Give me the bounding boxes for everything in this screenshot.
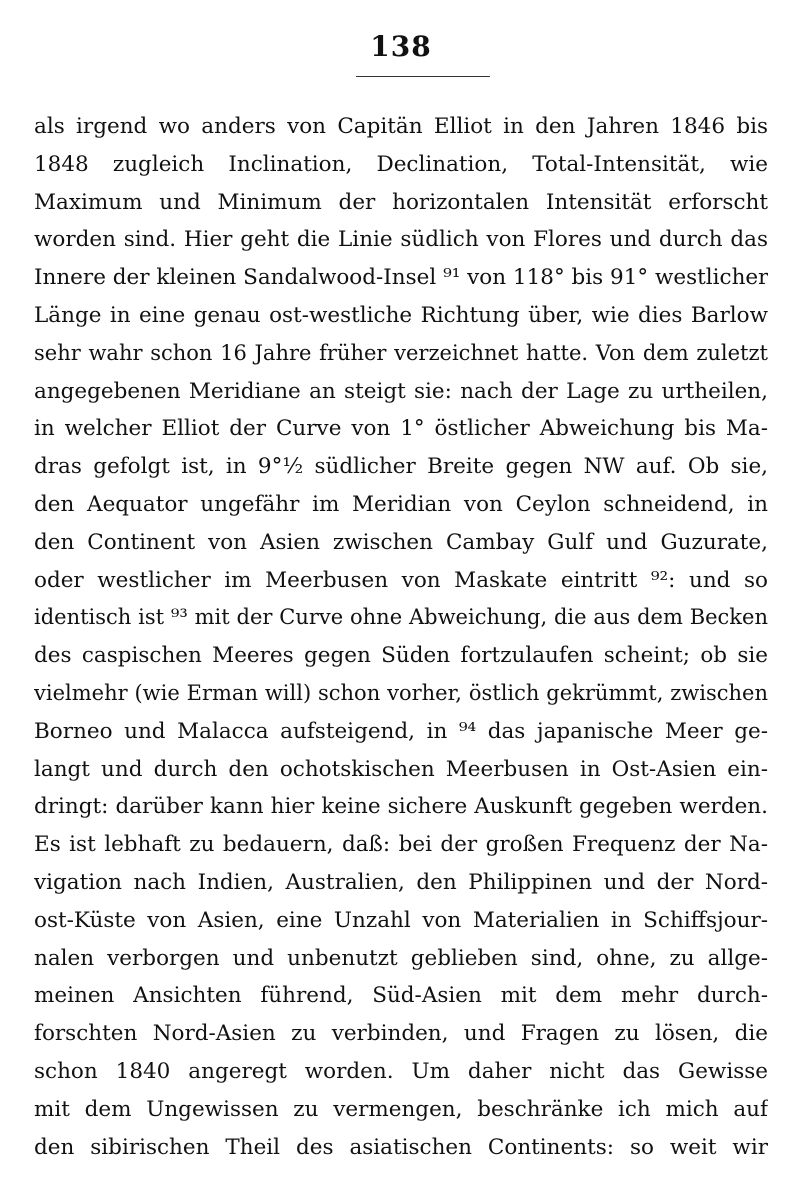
- text-line: den sibirischen Theil des asiatischen Continents: so weit wir: [34, 1134, 768, 1160]
- text-line: Es ist lebhaft zu bedauern, daß: bei der großen Frequenz der Na-: [34, 832, 768, 858]
- text-line: meinen Ansichten führend, Süd-Asien mit dem mehr durch-: [34, 983, 768, 1009]
- text-line: angegebenen Meridiane an steigt sie: nach der Lage zu urtheilen,: [34, 378, 768, 404]
- text-line: den Aequator ungefähr im Meridian von Ceylon schneidend, in: [34, 491, 768, 517]
- text-line: sehr wahr schon 16 Jahre früher verzeichnet hatte. Von dem zuletzt: [34, 340, 768, 365]
- text-line: dras gefolgt ist, in 9°½ südlicher Breite gegen NW auf. Ob sie,: [34, 454, 768, 480]
- text-line: ost-Küste von Asien, eine Unzahl von Materialien in Schiffsjour-: [34, 907, 768, 933]
- text-line: nalen verborgen und unbenutzt geblieben sind, ohne, zu allge-: [34, 945, 768, 971]
- text-line: als irgend wo anders von Capitän Elliot in den Jahren 1846 bis: [34, 114, 768, 139]
- text-line: in welcher Elliot der Curve von 1° östlicher Abweichung bis Ma-: [34, 416, 768, 442]
- text-line: Innere der kleinen Sandalwood-Insel ⁹¹ von 118° bis 91° westlicher: [34, 265, 768, 291]
- text-line: 1848 zugleich Inclination, Declination, Total-Intensität, wie: [34, 151, 768, 177]
- body-text: [34, 108, 768, 1166]
- header-rule: [356, 76, 490, 77]
- text-line: Maximum und Minimum der horizontalen Intensität erforscht: [34, 189, 768, 215]
- text-line: Borneo und Malacca aufsteigend, in ⁹⁴ das japanische Meer ge-: [34, 718, 768, 744]
- page-number: 138: [370, 30, 432, 63]
- text-line: dringt: darüber kann hier keine sichere Auskunft gegeben werden.: [34, 794, 768, 820]
- text-line: oder westlicher im Meerbusen von Maskate eintritt ⁹²: und so: [34, 567, 768, 593]
- text-line: schon 1840 angeregt worden. Um daher nicht das Gewisse: [34, 1058, 768, 1084]
- text-line: vigation nach Indien, Australien, den Philippinen und der Nord-: [34, 869, 768, 895]
- text-line: identisch ist ⁹³ mit der Curve ohne Abweichung, die aus dem Becken: [34, 605, 768, 630]
- text-line: forschten Nord-Asien zu verbinden, und Fragen zu lösen, die: [34, 1021, 768, 1047]
- text-line: worden sind. Hier geht die Linie südlich von Flores und durch das: [34, 227, 768, 253]
- text-line: des caspischen Meeres gegen Süden fortzulaufen scheint; ob sie: [34, 643, 768, 669]
- text-line: mit dem Ungewissen zu vermengen, beschränke ich mich auf: [34, 1096, 768, 1122]
- text-line: Länge in eine genau ost-westliche Richtung über, wie dies Barlow: [34, 302, 768, 328]
- text-line: vielmehr (wie Erman will) schon vorher, östlich gekrümmt, zwischen: [34, 680, 768, 705]
- text-line: langt und durch den ochotskischen Meerbusen in Ost-Asien ein-: [34, 756, 768, 782]
- text-line: den Continent von Asien zwischen Cambay Gulf und Guzurate,: [34, 529, 768, 555]
